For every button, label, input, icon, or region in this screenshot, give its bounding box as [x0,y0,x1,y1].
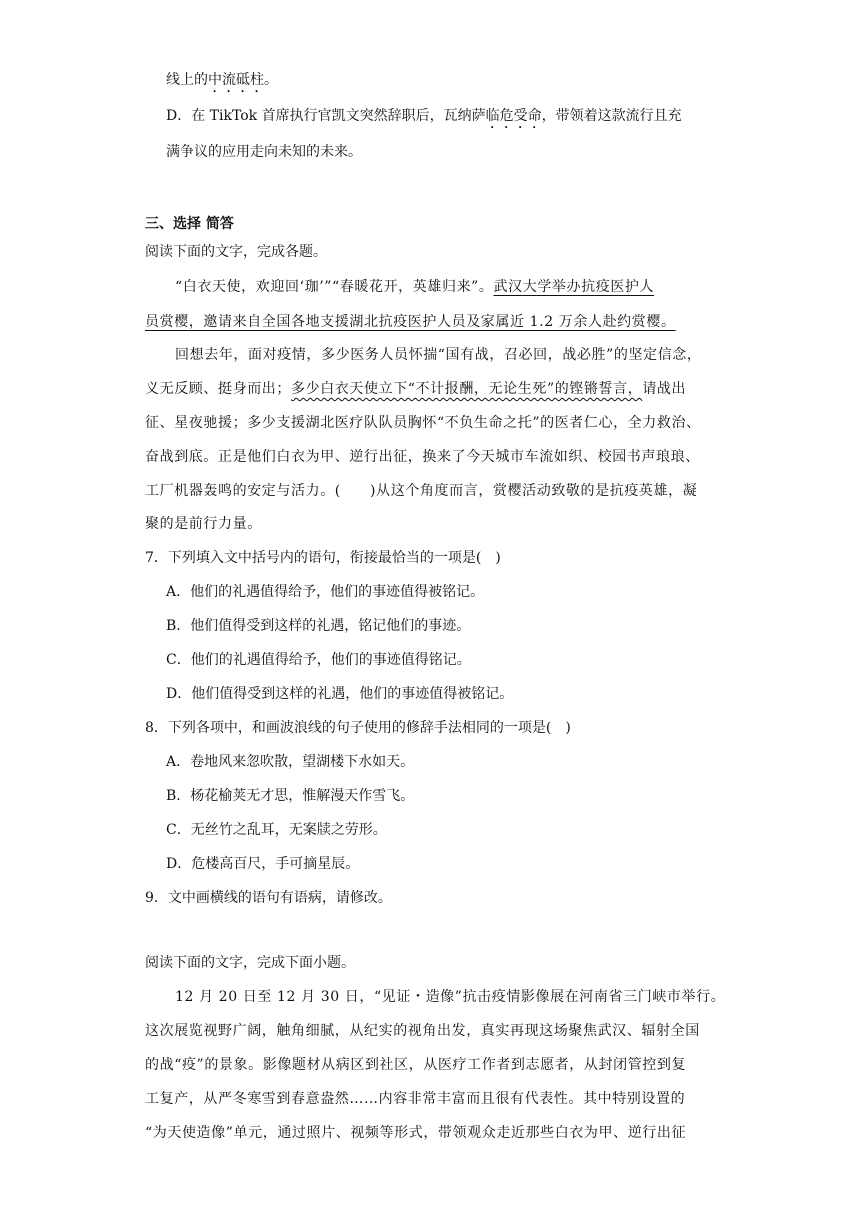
question-7-stem: 7．下列填入文中括号内的语句，衔接最恰当的一项是( ) [145,550,501,566]
option-d-line-2: 满争议的应用走向未知的未来。 [166,144,362,160]
passage-line [145,312,676,332]
text-fragment: ，带领着这款流行且充 [541,108,682,124]
passage-line: 奋战到底。正是他们白衣为甲、逆行出征，换来了今天城市车流如织、校园书声琅琅、 [145,449,700,465]
passage-line: “为天使造像”单元，通过照片、视频等形式，带领观众走近那些白衣为甲、逆行出征 [145,1125,687,1141]
question-8-option-d: D．危楼高百尺，手可摘星辰。 [166,856,360,872]
question-8-stem: 8．下列各项中，和画波浪线的句子使用的修辞手法相同的一项是( ) [145,720,571,736]
passage-line: 的战“疫”的景象。影像题材从病区到社区，从医疗工作者到志愿者，从封闭管控到复 [145,1057,687,1073]
passage-line: 这次展览视野广阔，触角细腻，从纪实的视角出发，真实再现这场聚焦武汉、辐射全国 [145,1023,700,1039]
text-fragment: “白衣天使，欢迎回‘珈’”“春暖花开，英雄归来”。 [175,279,494,295]
question-8-option-b: B．杨花榆荚无才思，惟解漫天作雪飞。 [166,788,415,804]
passage-line: 聚的是前行力量。 [145,516,262,532]
dotted-idiom: 临危受命 [485,108,542,124]
question-7-option-c: C．他们的礼遇值得给予，他们的事迹值得铭记。 [166,652,471,668]
reading-instruction: 阅读下面的文字，完成下面小题。 [145,955,355,971]
passage-line: 回想去年，面对疫情，多少医务人员怀揣“国有战，召必回，战必胜”的坚定信念， [175,347,702,363]
previous-option-continuation [166,70,278,96]
option-d-line [166,106,682,132]
passage-line: 工厂机器轰鸣的安定与活力。( )从这个角度而言，赏樱活动致敬的是抗疫英雄，凝 [145,483,698,499]
dotted-idiom: 中流砥柱 [208,72,264,88]
wavy-underlined-sentence: 多少白衣天使立下“不计报酬，无论生死”的铿锵誓言， [291,381,643,397]
question-7-option-d: D．他们值得受到这样的礼遇，他们的事迹值得被铭记。 [166,686,514,702]
text-fragment: D．在 TikTok 首席执行官凯文突然辞职后，瓦纳萨 [166,108,486,124]
underlined-sentence: 武汉大学举办抗疫医护人 [493,279,655,295]
passage-line [175,277,654,297]
question-7-option-a: A．他们的礼遇值得给予，他们的事迹值得被铭记。 [166,584,485,600]
question-9-stem: 9．文中画横线的语句有语病，请修改。 [145,890,392,906]
text-fragment: 请战出 [642,381,687,397]
question-7-option-b: B．他们值得受到这样的礼遇，铭记他们的事迹。 [166,618,471,634]
reading-instruction: 阅读下面的文字，完成各题。 [145,244,327,260]
question-8-option-a: A．卷地风来忽吹散，望湖楼下水如天。 [166,754,415,770]
passage-line: 工复产，从严冬寒雪到春意盎然……内容非常丰富而且很有代表性。其中特别设置的 [145,1091,686,1107]
text-fragment: 义无反顾、挺身而出； [145,381,291,397]
underlined-sentence: 员赏樱，邀请来自全国各地支援湖北抗疫医护人员及家属近 1.2 万余人赴约赏樱。 [145,314,676,330]
question-8-option-c: C．无丝竹之乱耳，无案牍之劳形。 [166,822,387,838]
passage-line [145,379,686,399]
passage-line: 12 月 20 日至 12 月 30 日，“见证・造像”抗击疫情影像展在河南省三门峡市举行。 [175,989,726,1005]
passage-line: 征、星夜驰援；多少支援湖北医疗队队员胸怀“不负生命之托”的医者仁心，全力救治、 [145,415,701,431]
text-fragment: 线上的 [166,72,208,88]
text-fragment: 。 [264,72,278,88]
section-heading: 三、选择 简答 [145,216,234,232]
